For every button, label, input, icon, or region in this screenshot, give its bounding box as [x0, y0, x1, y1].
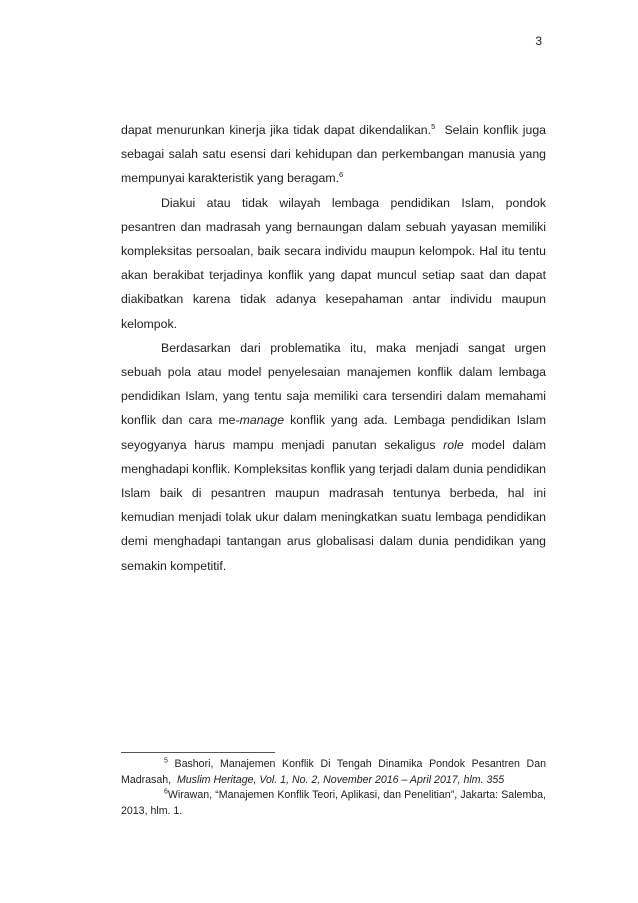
footnotes	[121, 757, 549, 819]
footnote-5-mark: 5	[164, 757, 168, 765]
main-text	[121, 118, 550, 578]
paragraph-1	[121, 118, 550, 191]
footnote-ref-6[interactable]: 6	[339, 170, 344, 180]
footnote-6	[121, 788, 546, 819]
footnote-6-text: Wirawan, “Manajemen Konflik Teori, Aplikasi, dan Penelitian”, Jakarta: Salemba, 2013, hlm. 1.	[121, 789, 546, 817]
paragraph-2: Diakui atau tidak wilayah lembaga pendidikan Islam, pondok pesantren dan madrasah yang bernaungan dalam sebuah yayasan memiliki kompleksitas persoalan, baik secara individu maupun kelompok. Hal itu tentu akan berakibat terjadinya konflik yang dapat muncul setiap saat dan dapat diakibatkan karena tidak adanya kesepahaman antar individu maupun kelompok.	[121, 195, 546, 331]
footnote-5-text: Bashori, Manajemen Konflik Di Tengah Dinamika Pondok Pesantren Dan Madrasah,	[121, 758, 549, 786]
paragraph-3-italic-manage: manage	[239, 413, 285, 428]
paragraph-1-text-b: Selain konflik juga sebagai salah satu esensi dari kehidupan dan perkembangan manusia yang mempunyai karakteristik yang beragam.	[121, 123, 550, 186]
paragraph-3-text-b: konflik yang ada. Lembaga pendidikan Islam seyogyanya harus mampu menjadi panutan sekaligus	[121, 413, 546, 452]
footnote-ref-5[interactable]: 5	[431, 121, 436, 131]
paragraph-3-text-a: Berdasarkan dari problematika itu, maka menjadi sangat urgen sebuah pola atau model penyelesaian manajemen konflik dalam lembaga pendidikan Islam, yang tentu saja memiliki cara tersendiri dalam memahami konflik dan cara me-	[121, 340, 546, 428]
paragraph-3	[121, 336, 546, 578]
footnote-5	[121, 757, 549, 788]
paragraph-1-text-a: dapat menurunkan kinerja jika tidak dapat dikendalikan.	[121, 123, 432, 137]
footnote-5-italic: Muslim Heritage, Vol. 1, No. 2, November 2016 – April 2017, hlm. 355	[176, 773, 505, 786]
footnote-separator	[121, 752, 275, 753]
paragraph-3-text-c: model dalam menghadapi konflik. Kompleksitas konflik yang terjadi dalam dunia pendidikan Islam baik di pesantren maupun madrasah tentunya berbeda, hal ini kemudian menjadi tolak ukur dalam meningkatkan suatu lembaga pendidikan demi menghadapi tantangan arus globalisasi dalam dunia pendidikan yang semakin kompetitif.	[121, 437, 547, 573]
footnote-6-mark: 6	[164, 788, 168, 796]
page-number: 3	[535, 34, 542, 48]
paragraph-3-italic-role: role	[443, 437, 464, 452]
